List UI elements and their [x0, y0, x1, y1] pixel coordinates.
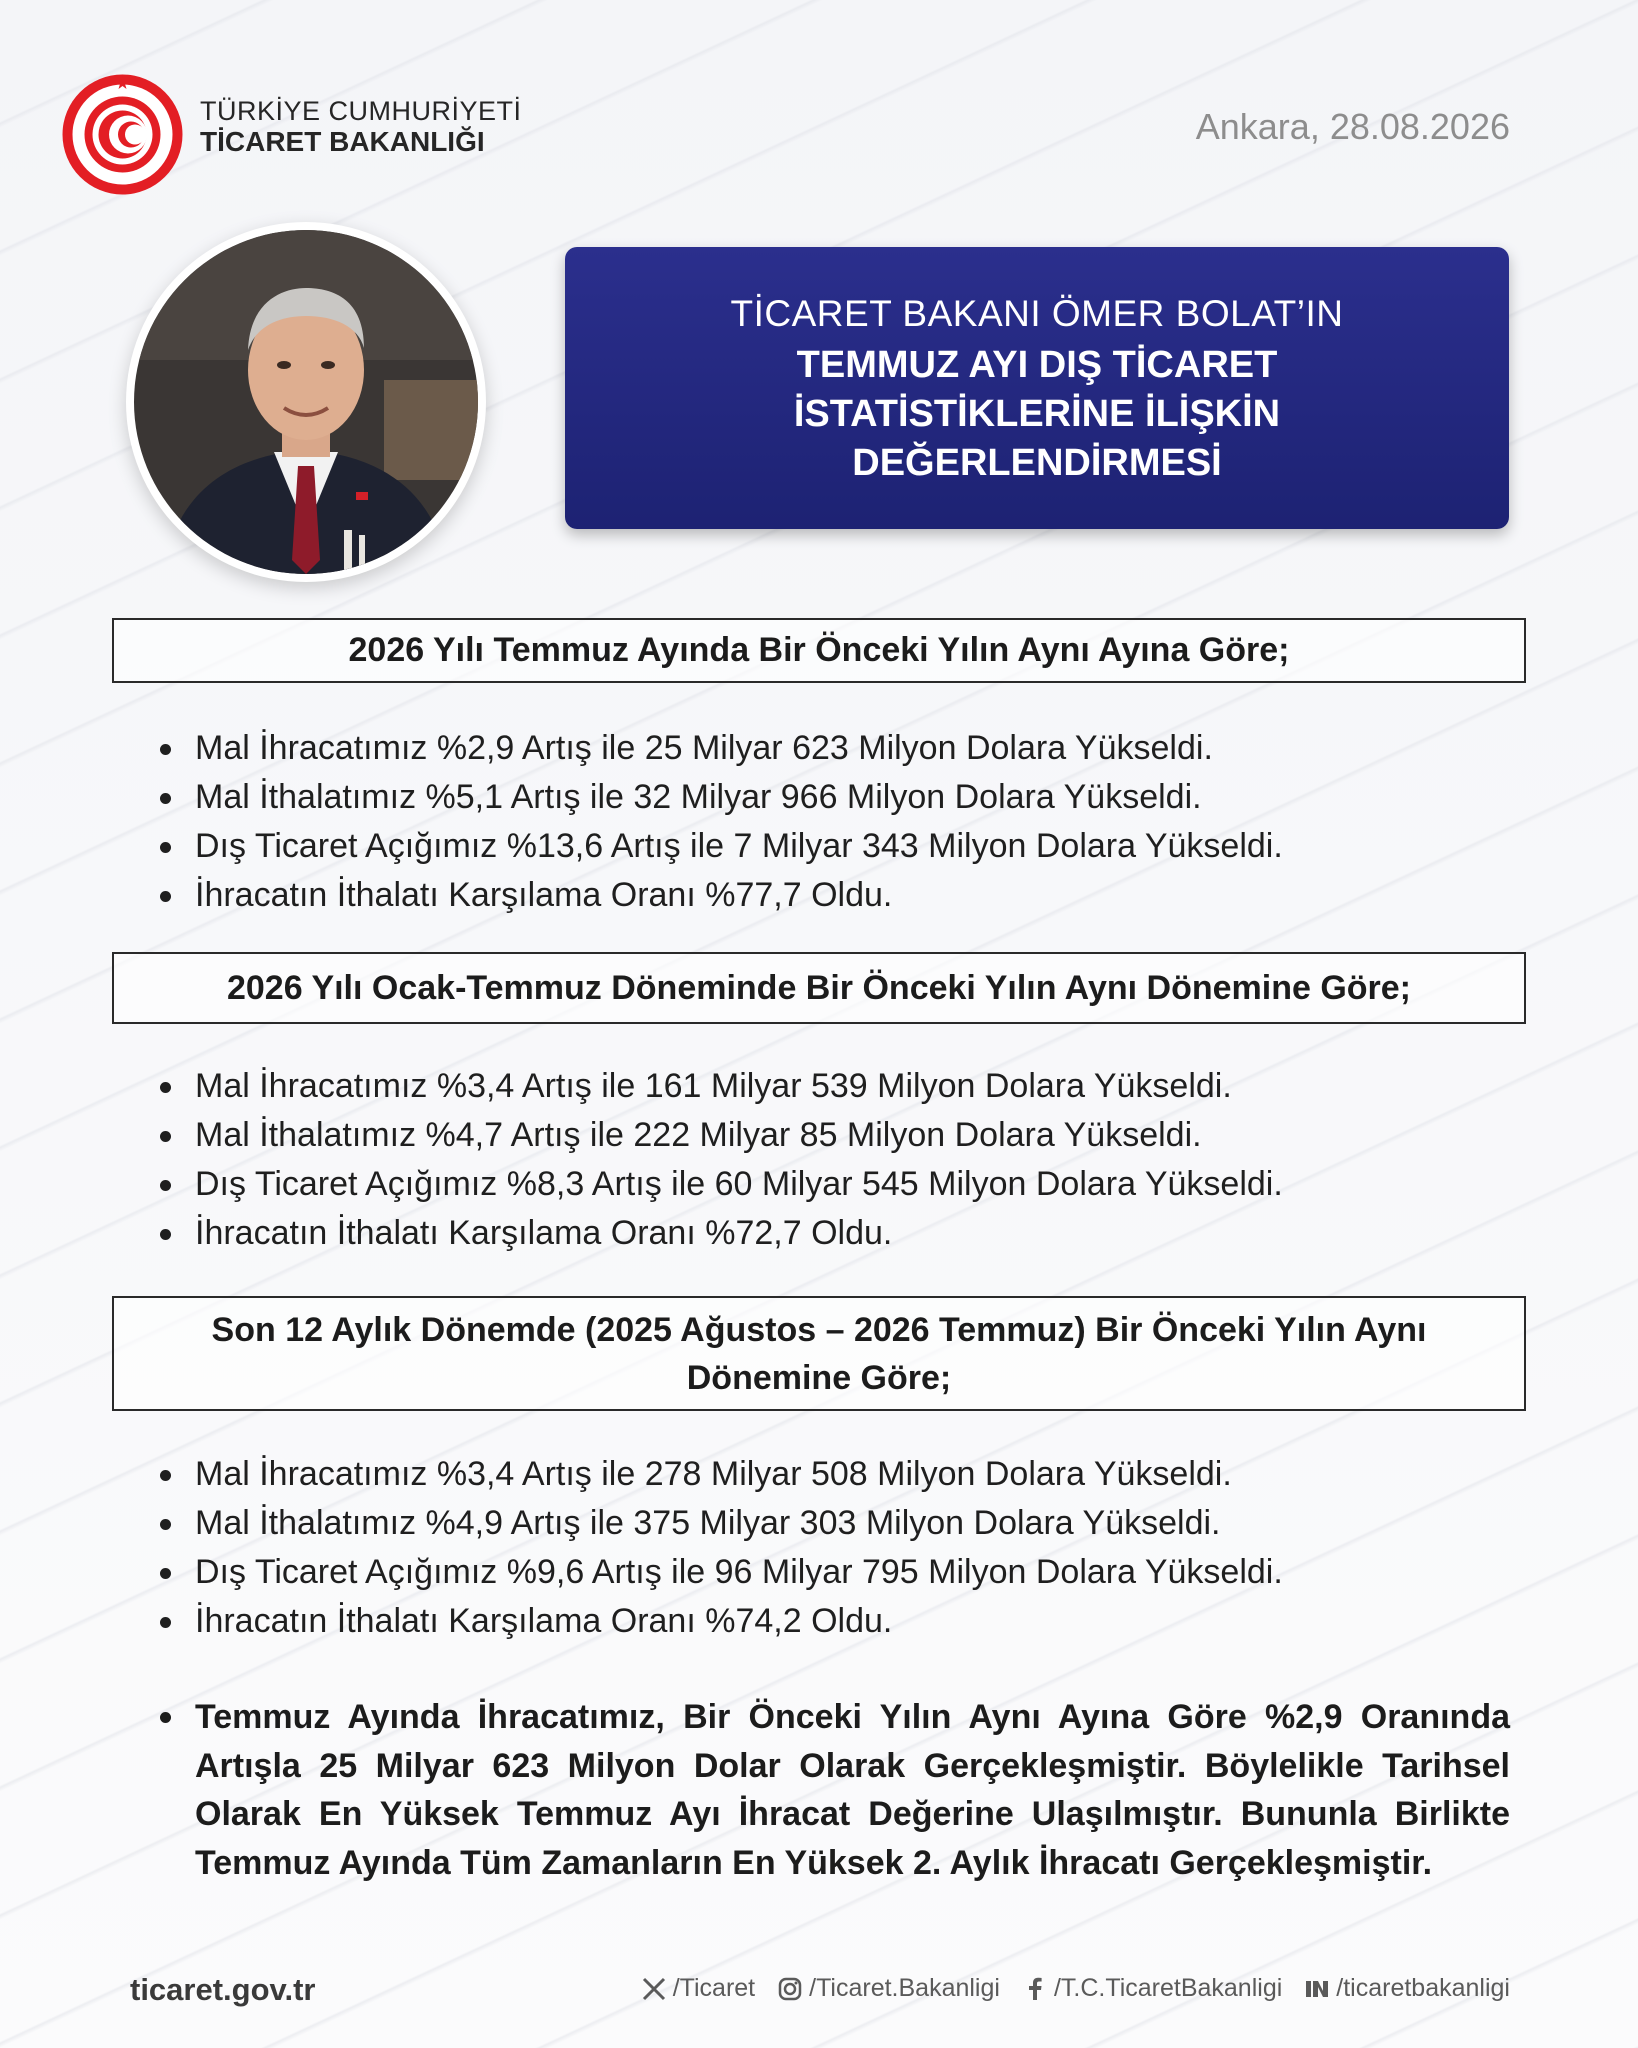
ministry-logo-icon	[60, 72, 185, 197]
instagram-icon	[777, 1976, 803, 2002]
social-handle: /Ticaret.Bakanligi	[809, 1974, 1000, 2002]
list-item: Dış Ticaret Açığımız %9,6 Artış ile 96 Milyar 795 Milyon Dolara Yükseldi.	[155, 1548, 1283, 1597]
list-item: Dış Ticaret Açığımız %8,3 Artış ile 60 Milyar 545 Milyon Dolara Yükseldi.	[155, 1160, 1283, 1209]
list-item: Mal İhracatımız %2,9 Artış ile 25 Milyar 623 Milyon Dolara Yükseldi.	[155, 724, 1283, 773]
list-item: Dış Ticaret Açığımız %13,6 Artış ile 7 Milyar 343 Milyon Dolara Yükseldi.	[155, 822, 1283, 871]
list-item: İhracatın İthalatı Karşılama Oranı %72,7 Oldu.	[155, 1209, 1283, 1258]
list-item: İhracatın İthalatı Karşılama Oranı %77,7 Oldu.	[155, 871, 1283, 920]
section-heading-12-month	[112, 1296, 1526, 1411]
social-link-instagram[interactable]	[777, 1974, 1000, 2003]
social-handle: /T.C.TicaretBakanligi	[1053, 1974, 1283, 2002]
section-heading-12-month-line2: Dönemine Göre;	[686, 1359, 952, 1397]
list-item: Mal İhracatımız %3,4 Artış ile 278 Milyar 508 Milyon Dolara Yükseldi.	[155, 1450, 1283, 1499]
social-link-facebook[interactable]	[1022, 1974, 1282, 2003]
social-handle: /Ticaret	[672, 1974, 756, 2002]
title-line3: İSTATİSTİKLERİNE İLİŞKİN	[793, 393, 1281, 435]
list-item: Mal İthalatımız %4,9 Artış ile 375 Milyar 303 Milyon Dolara Yükseldi.	[155, 1499, 1283, 1548]
section-heading-monthly: 2026 Yılı Temmuz Ayında Bir Önceki Yılın Aynı Ayına Göre;	[112, 618, 1526, 683]
title-line2: TEMMUZ AYI DIŞ TİCARET	[796, 344, 1278, 386]
social-link-nsosyal[interactable]	[1304, 1974, 1510, 2003]
list-item: Mal İhracatımız %3,4 Artış ile 161 Milyar 539 Milyon Dolara Yükseldi.	[155, 1062, 1283, 1111]
list-item: Mal İthalatımız %4,7 Artış ile 222 Milyar 85 Milyon Dolara Yükseldi.	[155, 1111, 1283, 1160]
ministry-name-line1: TÜRKİYE CUMHURİYETİ	[200, 96, 522, 126]
website-link[interactable]: ticaret.gov.tr	[130, 1972, 316, 2007]
section-heading-jan-jul: 2026 Yılı Ocak-Temmuz Döneminde Bir Önceki Yılın Aynı Dönemine Göre;	[112, 952, 1526, 1024]
ministry-name	[200, 96, 522, 158]
social-handle: /ticaretbakanligi	[1336, 1974, 1510, 2002]
minister-portrait	[126, 222, 486, 582]
title-line4: DEĞERLENDİRMESİ	[852, 442, 1222, 484]
release-date: Ankara, 28.08.2026	[1195, 106, 1510, 147]
monthly-stats-list	[155, 724, 1283, 920]
highlight-paragraph: Temmuz Ayında İhracatımız, Bir Önceki Yılın Aynı Ayına Göre %2,9 Oranında Artışla 25 Milyar 623 Milyon Dolar Olarak Gerçekleşmiştir. Böylelikle Tarihsel Olarak En Yüksek Temmuz Ayı İhracat Değerine Ulaşılmıştır. Bununla Birlikte Temmuz Ayında Tüm Zamanların En Yüksek 2. Aylık İhracatı Gerçekleşmiştir.	[155, 1693, 1510, 1887]
ministry-name-line2: TİCARET BAKANLIĞI	[200, 126, 485, 157]
facebook-icon	[1022, 1976, 1048, 2002]
nsosyal-icon	[1304, 1976, 1330, 2002]
list-item: Mal İthalatımız %5,1 Artış ile 32 Milyar 966 Milyon Dolara Yükseldi.	[155, 773, 1283, 822]
jan-jul-stats-list	[155, 1062, 1283, 1258]
title-line1: TİCARET BAKANI ÖMER BOLAT’IN	[730, 293, 1344, 334]
twelve-month-stats-list	[155, 1450, 1283, 1646]
list-item: İhracatın İthalatı Karşılama Oranı %74,2 Oldu.	[155, 1597, 1283, 1646]
social-link-x[interactable]	[641, 1974, 755, 2003]
social-links	[641, 1974, 1510, 2003]
section-heading-12-month-line1: Son 12 Aylık Dönemde (2025 Ağustos – 2026 Temmuz) Bir Önceki Yılın Aynı	[211, 1311, 1427, 1349]
title-box	[565, 247, 1509, 529]
title-main	[565, 341, 1509, 488]
x-icon	[641, 1976, 667, 2002]
